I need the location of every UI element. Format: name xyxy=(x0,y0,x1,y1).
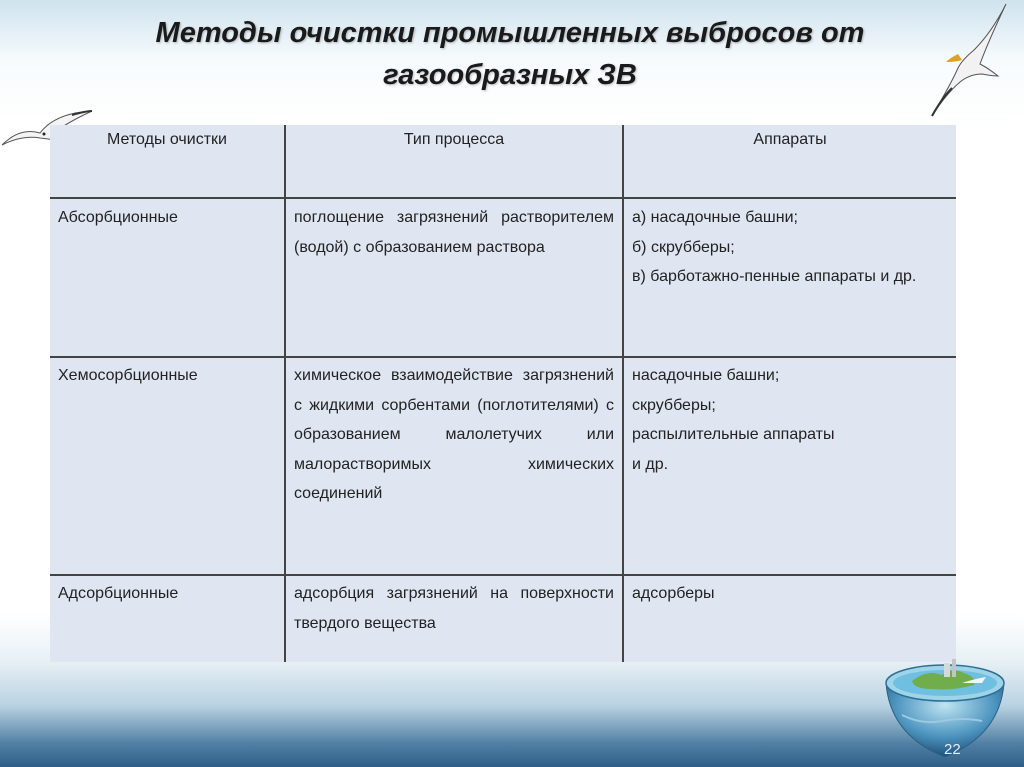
seagull-right-icon xyxy=(922,2,1012,120)
process-cell: адсорбция загрязнений на поверхности твердого вещества xyxy=(285,575,623,662)
process-cell: поглощение загрязнений растворителем (водой) с образованием раствора xyxy=(285,198,623,357)
slide-number: 22 xyxy=(944,741,961,758)
method-cell: Абсорбционные xyxy=(50,198,285,357)
apparatus-cell: насадочные башни; скрубберы; распылительные аппараты и др. xyxy=(623,357,956,575)
table-row xyxy=(50,357,956,575)
column-header: Тип процесса xyxy=(285,125,623,198)
methods-table xyxy=(50,125,956,662)
column-header: Аппараты xyxy=(623,125,956,198)
table-row xyxy=(50,575,956,662)
method-cell: Хемосорбционные xyxy=(50,357,285,575)
apparatus-cell: адсорберы xyxy=(623,575,956,662)
table-header-row xyxy=(50,125,956,198)
process-cell: химическое взаимодействие загрязнений с жидкими сорбентами (поглотителями) с образованием малолетучих или малорастворимых химических соединений xyxy=(285,357,623,575)
table-row xyxy=(50,198,956,357)
slide-title: Методы очистки промышленных выбросов от газообразных ЗВ xyxy=(155,17,865,91)
method-cell: Адсорбционные xyxy=(58,585,179,602)
column-header: Методы очистки xyxy=(50,125,285,198)
apparatus-cell: а) насадочные башни; б) скрубберы; в) барботажно-пенные аппараты и др. xyxy=(623,198,956,357)
